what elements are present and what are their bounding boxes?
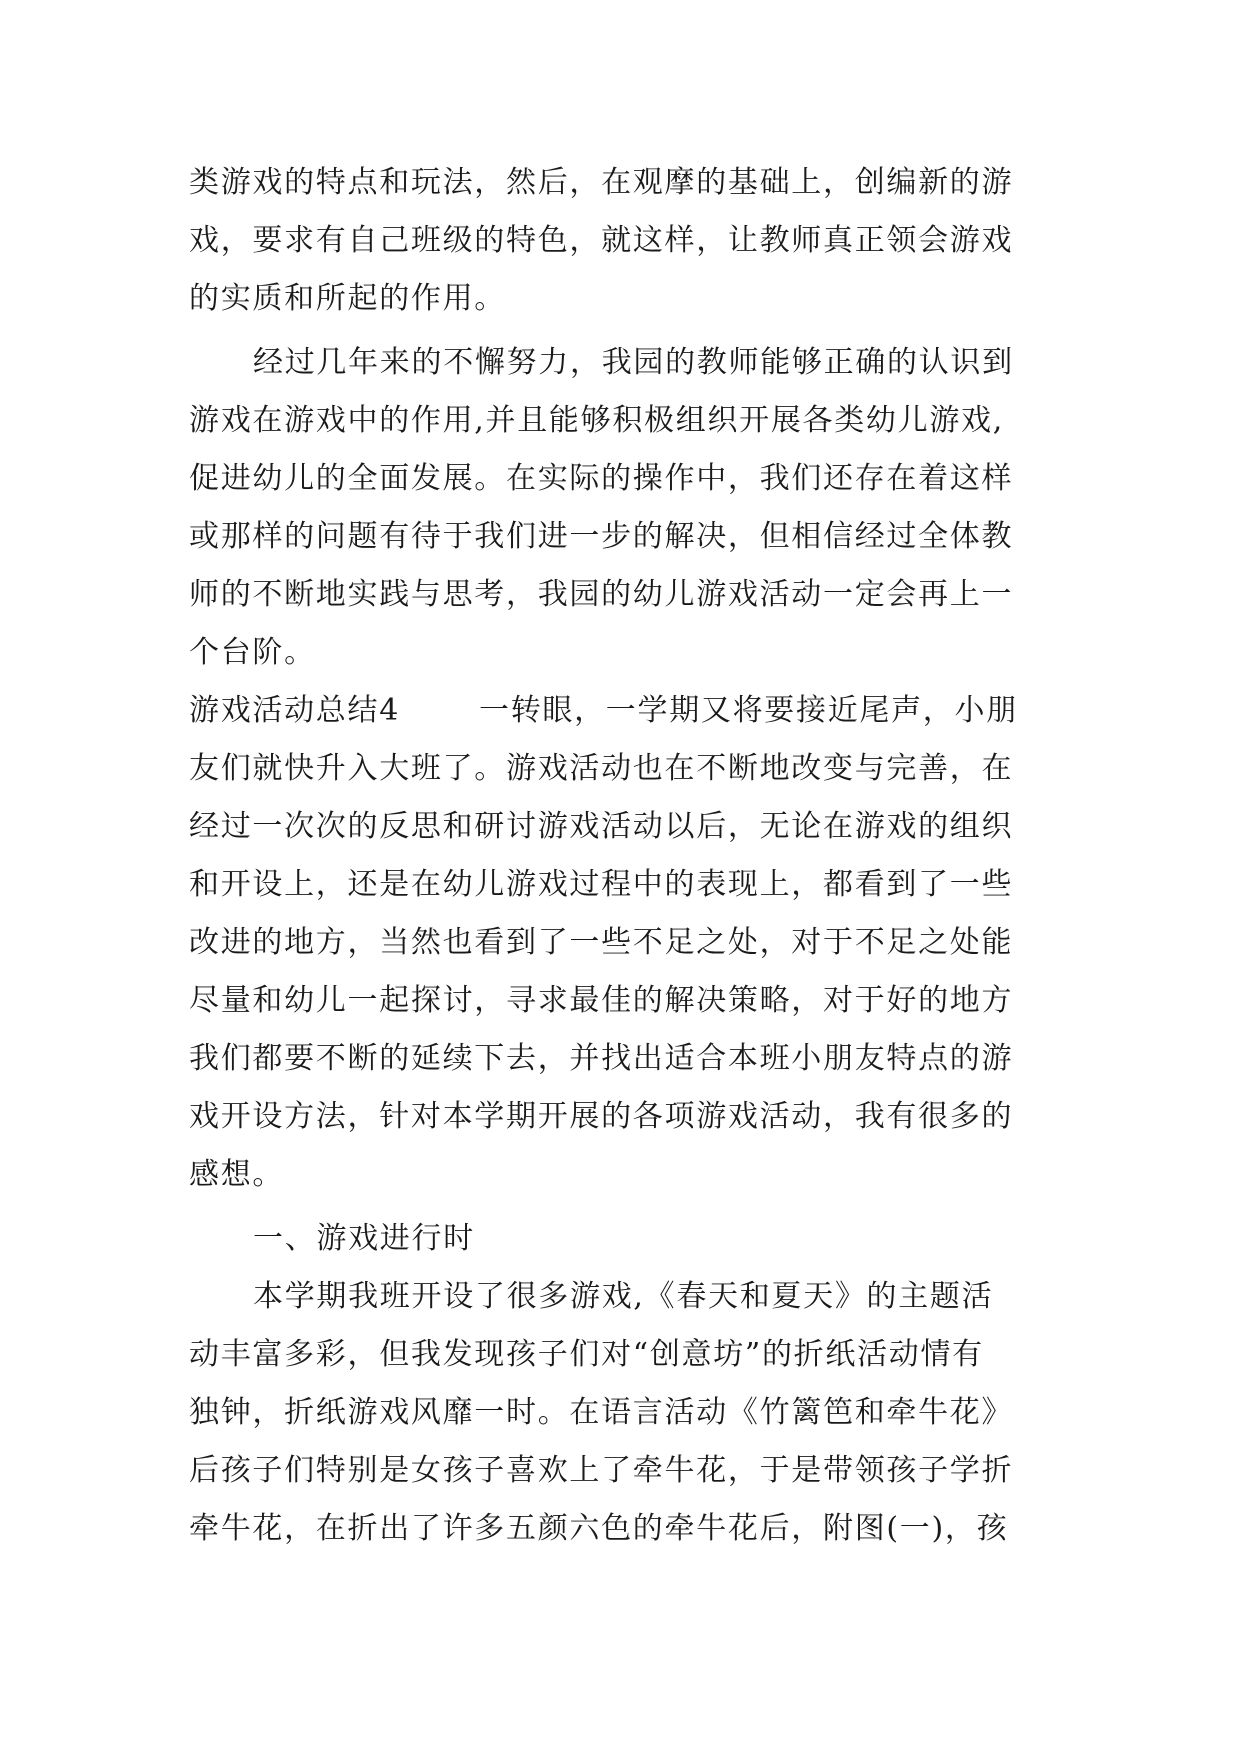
text-line: 游戏在游戏中的作用,并且能够积极组织开展各类幼儿游戏, [189, 403, 1004, 438]
text-line: 后孩子们特别是女孩子喜欢上了牵牛花，于是带领孩子学折 [189, 1453, 1014, 1488]
section-title: 游戏活动总结4 [189, 693, 400, 728]
text-line: 和开设上，还是在幼儿游戏过程中的表现上，都看到了一些 [189, 867, 1014, 902]
text-line: 或那样的问题有待于我们进一步的解决，但相信经过全体教 [189, 519, 1014, 554]
text-line: 我们都要不断的延续下去，并找出适合本班小朋友特点的游 [189, 1041, 1014, 1076]
section-heading-line [189, 682, 1057, 740]
text-line: 动丰富多彩，但我发现孩子们对“创意坊”的折纸活动情有 [189, 1337, 984, 1372]
text-line: 类游戏的特点和玩法，然后，在观摩的基础上，创编新的游 [189, 165, 1014, 200]
text-line: 尽量和幼儿一起探讨，寻求最佳的解决策略，对于好的地方 [189, 983, 1014, 1018]
section-first-line: 一转眼，一学期又将要接近尾声，小朋 [479, 693, 1018, 728]
text-line: 促进幼儿的全面发展。在实际的操作中，我们还存在着这样 [189, 461, 1014, 496]
text-line: 师的不断地实践与思考，我园的幼儿游戏活动一定会再上一 [189, 577, 1014, 612]
text-line: 经过一次次的反思和研讨游戏活动以后，无论在游戏的组织 [189, 809, 1014, 844]
text-line: 友们就快升入大班了。游戏活动也在不断地改变与完善，在 [189, 751, 1014, 786]
text-line: 戏开设方法，针对本学期开展的各项游戏活动，我有很多的 [189, 1099, 1014, 1134]
text-line: 独钟，折纸游戏风靡一时。在语言活动《竹篱笆和牵牛花》 [189, 1395, 1014, 1430]
text-line: 感想。 [189, 1157, 285, 1192]
document-body [189, 154, 1057, 1558]
text-line: 个台阶。 [189, 635, 316, 670]
text-line: 经过几年来的不懈努力，我园的教师能够正确的认识到 [253, 345, 1014, 380]
text-line: 本学期我班开设了很多游戏,《春天和夏天》的主题活 [253, 1279, 994, 1314]
subheading: 一、游戏进行时 [253, 1221, 475, 1256]
text-line: 的实质和所起的作用。 [189, 281, 506, 316]
text-line: 牵牛花，在折出了许多五颜六色的牵牛花后，附图(一)，孩 [189, 1511, 1009, 1546]
text-line: 戏，要求有自己班级的特色，就这样，让教师真正领会游戏 [189, 223, 1014, 258]
text-line: 改进的地方，当然也看到了一些不足之处，对于不足之处能 [189, 925, 1014, 960]
